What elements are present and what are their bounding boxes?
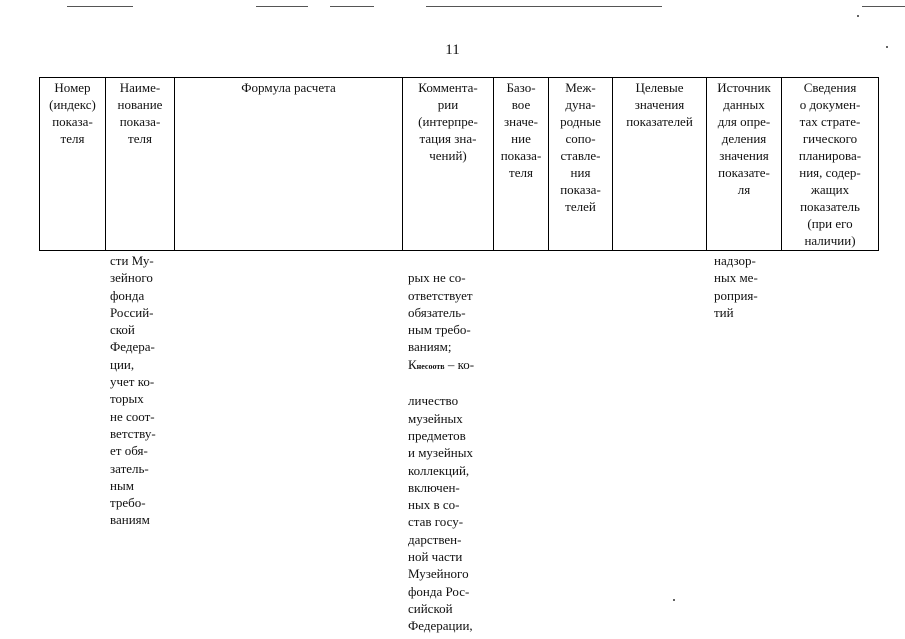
k-subscript: несоотв bbox=[416, 361, 445, 371]
indicator-name-continuation: сти Му- зейного фонда Россий- ской Федера- ции, учет ко- торых не соот- ветству- ет обя- затель- ным требо- ваниям bbox=[110, 253, 156, 528]
top-border-line bbox=[426, 6, 662, 7]
comments-text-part2: личество музейных предметов и музейных коллекций, включен- ных в со- став госу- дарствен- ной части Музейного фонда Рос- сийской Федерации, bbox=[408, 393, 473, 634]
comments-continuation bbox=[408, 252, 494, 635]
comments-text-part1: рых не со- ответствует обязатель- ным требо- ваниям; bbox=[408, 270, 473, 355]
k-symbol: К bbox=[408, 356, 417, 372]
formula-symbol-line bbox=[408, 356, 494, 375]
scan-speck bbox=[673, 599, 675, 601]
col-name-header: Наиме- нование показа- теля bbox=[106, 78, 175, 251]
scan-speck bbox=[857, 15, 859, 17]
top-border-line bbox=[67, 6, 133, 7]
col-international-header: Меж- дуна- родные сопо- ставле- ния показа- телей bbox=[549, 78, 613, 251]
top-border-line bbox=[862, 6, 905, 7]
page-number: 11 bbox=[445, 42, 460, 58]
col-data-source-header: Источник данных для опре- деления значения показате- ля bbox=[707, 78, 782, 251]
col-strategic-docs-header: Сведения о докумен- тах страте- гического планирова- ния, содер- жащих показатель (при его наличии) bbox=[782, 78, 879, 251]
col-formula-header: Формула расчета bbox=[175, 78, 403, 251]
indicator-table-header bbox=[39, 77, 879, 251]
col-base-value-header: Базо- вое значе- ние показа- теля bbox=[494, 78, 549, 251]
col-target-values-header: Целевые значения показателей bbox=[613, 78, 707, 251]
data-source-continuation: надзор- ных ме- роприя- тий bbox=[714, 253, 758, 320]
top-border-line bbox=[330, 6, 374, 7]
k-rest: – ко- bbox=[444, 356, 475, 372]
top-border-line bbox=[256, 6, 308, 7]
col-comments-header: Коммента- рии (интерпре- тация зна- чений) bbox=[403, 78, 494, 251]
col-index-header: Номер (индекс) показа- теля bbox=[40, 78, 106, 251]
